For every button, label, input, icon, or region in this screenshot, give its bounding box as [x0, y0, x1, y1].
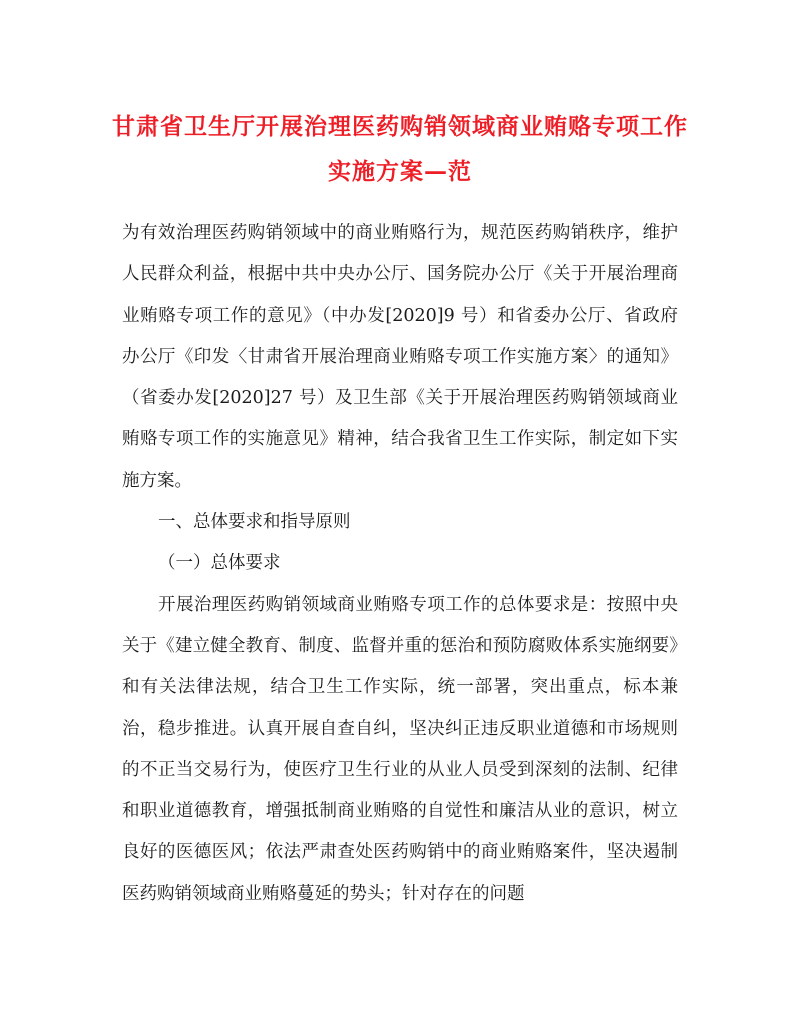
- subsection-heading: （一）总体要求: [158, 553, 281, 574]
- document-body: [122, 213, 678, 915]
- section-heading: 一、总体要求和指导原则: [158, 512, 351, 533]
- intro-paragraph: 为有效治理医药购销领域中的商业贿赂行为，规范医药购销秩序，维护人民群众利益，根据中共中央办公厅、国务院办公厅《关于开展治理商业贿赂专项工作的意见》（中办发[2020]9 号）和省委办公厅、省政府办公厅《印发〈甘肃省开展治理商业贿赂专项工作实施方案〉的通知》（省委办发[2020]27 号）及卫生部《关于开展治理医药购销领域商业贿赂专项工作的实施意见》精神，结合我省卫生工作实际，制定如下实施方案。: [122, 223, 678, 491]
- body-paragraph: 开展治理医药购销领域商业贿赂专项工作的总体要求是：按照中央关于《建立健全教育、制度、监督并重的惩治和预防腐败体系实施纲要》和有关法律法规，结合卫生工作实际，统一部署，突出重点，标本兼治，稳步推进。认真开展自查自纠，坚决纠正违反职业道德和市场规则的不正当交易行为，使医疗卫生行业的从业人员受到深刻的法制、纪律和职业道德教育，增强抵制商业贿赂的自觉性和廉洁从业的意识，树立良好的医德医风；依法严肃查处医药购销中的商业贿赂案件，坚决遏制医药购销领域商业贿赂蔓延的势头；针对存在的问题: [122, 594, 678, 904]
- document-title: 甘肃省卫生厅开展治理医药购销领域商业贿赂专项工作实施方案—范: [112, 113, 688, 185]
